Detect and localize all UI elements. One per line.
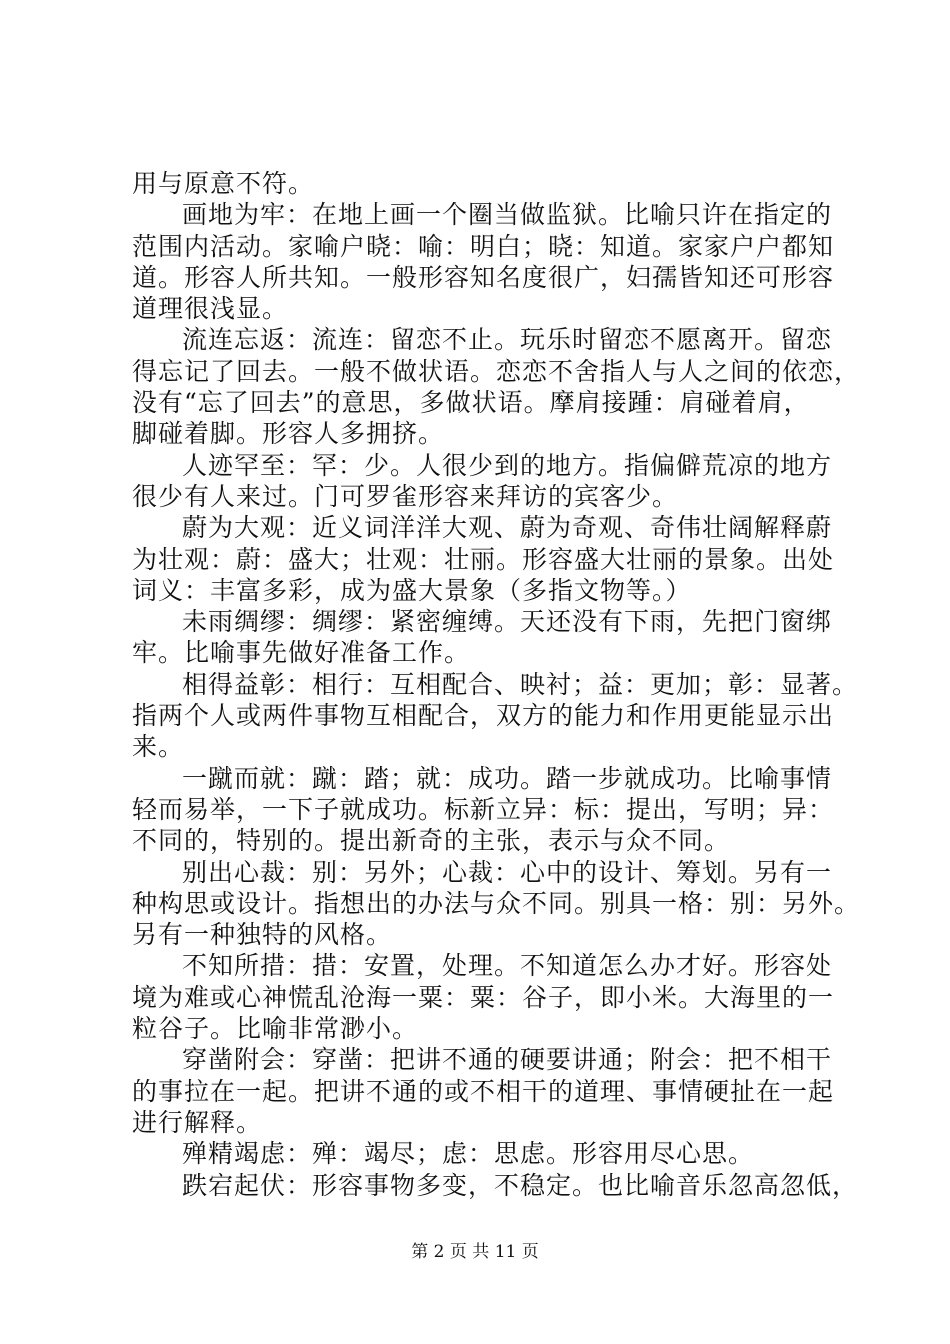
text-line: 一蹴而就：蹴：踏；就：成功。踏一步就成功。比喻事情 — [182, 763, 833, 793]
body-text — [132, 168, 861, 1201]
text-line: 流连忘返：流连：留恋不止。玩乐时留恋不愿离开。留恋 — [182, 325, 833, 355]
text-line: 来。 — [132, 732, 185, 762]
text-line: 轻而易举，一下子就成功。标新立异：标：提出，写明；异： — [132, 794, 835, 824]
text-line: 牢。比喻事先做好准备工作。 — [132, 638, 471, 668]
text-line: 穿凿附会：穿凿：把讲不通的硬要讲通；附会：把不相干 — [182, 1045, 833, 1075]
text-line: 的事拉在一起。把讲不通的或不相干的道理、事情硬扯在一起 — [132, 1076, 835, 1106]
text-line: 境为难或心神慌乱沧海一粟：粟：谷子，即小米。大海里的一 — [132, 982, 835, 1012]
text-line: 用与原意不符。 — [132, 169, 315, 198]
page-footer: 第 2 页 共 11 页 — [411, 1242, 539, 1262]
text-line: 不同的，特别的。提出新奇的主张，表示与众不同。 — [132, 826, 731, 856]
text-line: 跌宕起伏：形容事物多变，不稳定。也比喻音乐忽高忽低， — [182, 1170, 859, 1200]
text-line: 道理很浅显。 — [132, 294, 289, 324]
text-line: 范围内活动。家喻户晓：喻：明白；晓：知道。家家户户都知 — [132, 231, 835, 261]
text-line: 进行解释。 — [132, 1107, 263, 1137]
text-line: 脚碰着脚。形容人多拥挤。 — [132, 419, 445, 449]
text-line: 指两个人或两件事物互相配合，双方的能力和作用更能显示出 — [132, 701, 835, 731]
text-line: 很少有人来过。门可罗雀形容来拜访的宾客少。 — [132, 481, 679, 511]
text-line: 种构思或设计。指想出的办法与众不同。别具一格：别：另外。 — [132, 888, 861, 918]
text-line: 蔚为大观：近义词洋洋大观、蔚为奇观、奇伟壮阔解释蔚 — [182, 513, 833, 543]
text-line: 殚精竭虑：殚：竭尽；虑：思虑。形容用尽心思。 — [182, 1139, 755, 1169]
text-line: 人迹罕至：罕：少。人很少到的地方。指偏僻荒凉的地方 — [182, 450, 833, 480]
text-line: 画地为牢：在地上画一个圈当做监狱。比喻只许在指定的 — [182, 200, 833, 230]
text-line: 为壮观：蔚：盛大；壮观：壮丽。形容盛大壮丽的景象。出处 — [132, 544, 835, 574]
text-line: 相得益彰：相行：互相配合、映衬；益：更加；彰：显著。 — [182, 669, 859, 699]
text-line: 道。形容人所共知。一般形容知名度很广，妇孺皆知还可形容 — [132, 262, 835, 292]
text-line: 别出心裁：别：另外；心裁：心中的设计、筹划。另有一 — [182, 857, 833, 887]
text-line: 没有“忘了回去”的意思，多做状语。摩肩接踵：肩碰着肩， — [132, 388, 810, 418]
text-line: 另有一种独特的风格。 — [132, 920, 393, 950]
text-line: 词义：丰富多彩，成为盛大景象（多指文物等。） — [132, 575, 692, 605]
text-line: 得忘记了回去。一般不做状语。恋恋不舍指人与人之间的依恋， — [132, 356, 861, 386]
text-line: 粒谷子。比喻非常渺小。 — [132, 1014, 419, 1044]
text-line: 不知所措：措：安置，处理。不知道怎么办才好。形容处 — [182, 951, 833, 981]
text-line: 未雨绸缪：绸缪：紧密缠缚。天还没有下雨，先把门窗绑 — [182, 607, 833, 637]
